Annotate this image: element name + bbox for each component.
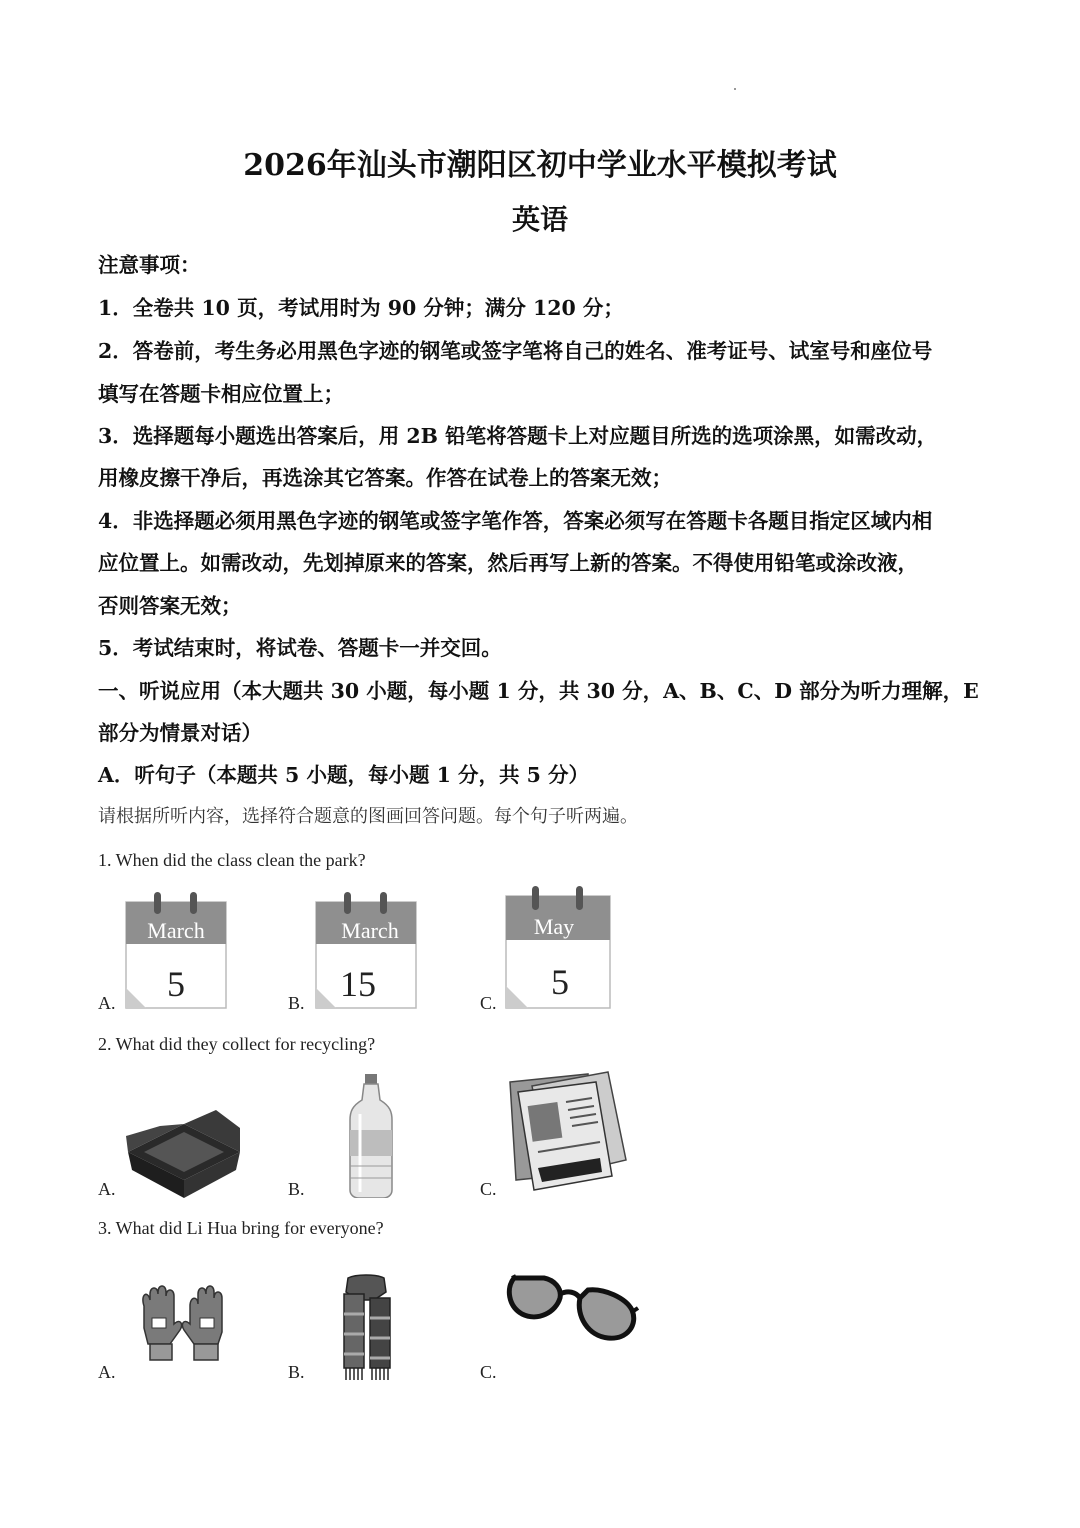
q2-option-a-letter: A. xyxy=(98,1179,116,1199)
notice-line-4: 3．选择题每小题选出答案后，用 2B 铅笔将答题卡上对应题目所选的选项涂黑，如需改动， xyxy=(98,424,938,448)
section-heading-line-1: 一、听说应用（本大题共 30 小题，每小题 1 分，共 30 分，A、B、C、D 部分为听力理解，E xyxy=(98,679,979,703)
notice-line-2: 2．答卷前，考生务必用黑色字迹的钢笔或签字笔将自己的姓名、准考证号、试室号和座位号 xyxy=(98,339,933,363)
sunglasses-icon xyxy=(504,1272,640,1356)
notice-heading: 注意事项： xyxy=(98,253,201,277)
gloves-icon xyxy=(134,1284,230,1368)
notice-line-3: 填写在答题卡相应位置上； xyxy=(98,382,344,406)
q3-option-a-letter: A. xyxy=(98,1362,116,1382)
q1-option-c-letter: C. xyxy=(480,993,497,1013)
notice-line-5: 用橡皮擦干净后，再选涂其它答案。作答在试卷上的答案无效； xyxy=(98,466,672,490)
scan-dot xyxy=(734,88,736,90)
question-1-text: 1. When did the class clean the park? xyxy=(98,850,366,870)
question-3-text: 3. What did Li Hua bring for everyone? xyxy=(98,1218,384,1238)
q1-c-day: 5 xyxy=(551,962,569,1002)
notice-line-8: 否则答案无效； xyxy=(98,594,242,618)
q1-option-a-calendar xyxy=(120,890,232,1016)
q1-a-day: 5 xyxy=(167,964,185,1004)
q1-option-b-calendar xyxy=(310,890,422,1016)
q1-b-month: March xyxy=(341,918,399,943)
part-a-instruction: 请根据所听内容，选择符合题意的图画回答问题。每个句子听两遍。 xyxy=(98,806,638,827)
plastic-bottle-icon xyxy=(348,1074,394,1202)
cardboard-box-icon xyxy=(124,1108,244,1204)
section-heading-line-2: 部分为情景对话） xyxy=(98,721,262,745)
q1-option-b-letter: B. xyxy=(288,993,305,1013)
q2-option-b-letter: B. xyxy=(288,1179,305,1199)
notice-line-1: 1．全卷共 10 页，考试用时为 90 分钟；满分 120 分； xyxy=(98,296,624,320)
subject-title: 英语 xyxy=(511,203,568,236)
scarf-icon xyxy=(334,1274,398,1386)
q1-a-month: March xyxy=(147,918,205,943)
part-a-heading: A．听句子（本题共 5 小题，每小题 1 分，共 5 分） xyxy=(98,763,590,787)
q1-option-c-calendar xyxy=(502,886,614,1016)
exam-title: 2026年汕头市潮阳区初中学业水平模拟考试 xyxy=(243,148,837,183)
notice-line-6: 4．非选择题必须用黑色字迹的钢笔或签字笔作答，答案必须写在答题卡各题目指定区域内相 xyxy=(98,509,933,533)
question-2-text: 2. What did they collect for recycling? xyxy=(98,1034,376,1054)
newspapers-icon xyxy=(504,1068,628,1198)
q2-option-c-letter: C. xyxy=(480,1179,497,1199)
q3-option-c-letter: C. xyxy=(480,1362,497,1382)
notice-line-9: 5．考试结束时，将试卷、答题卡一并交回。 xyxy=(98,636,502,660)
notice-line-7: 应位置上。如需改动，先划掉原来的答案，然后再写上新的答案。不得使用铅笔或涂改液， xyxy=(98,551,918,575)
q1-b-day: 15 xyxy=(340,964,376,1004)
q3-option-b-letter: B. xyxy=(288,1362,305,1382)
q1-c-month: May xyxy=(533,914,575,939)
q1-option-a-letter: A. xyxy=(98,993,116,1013)
